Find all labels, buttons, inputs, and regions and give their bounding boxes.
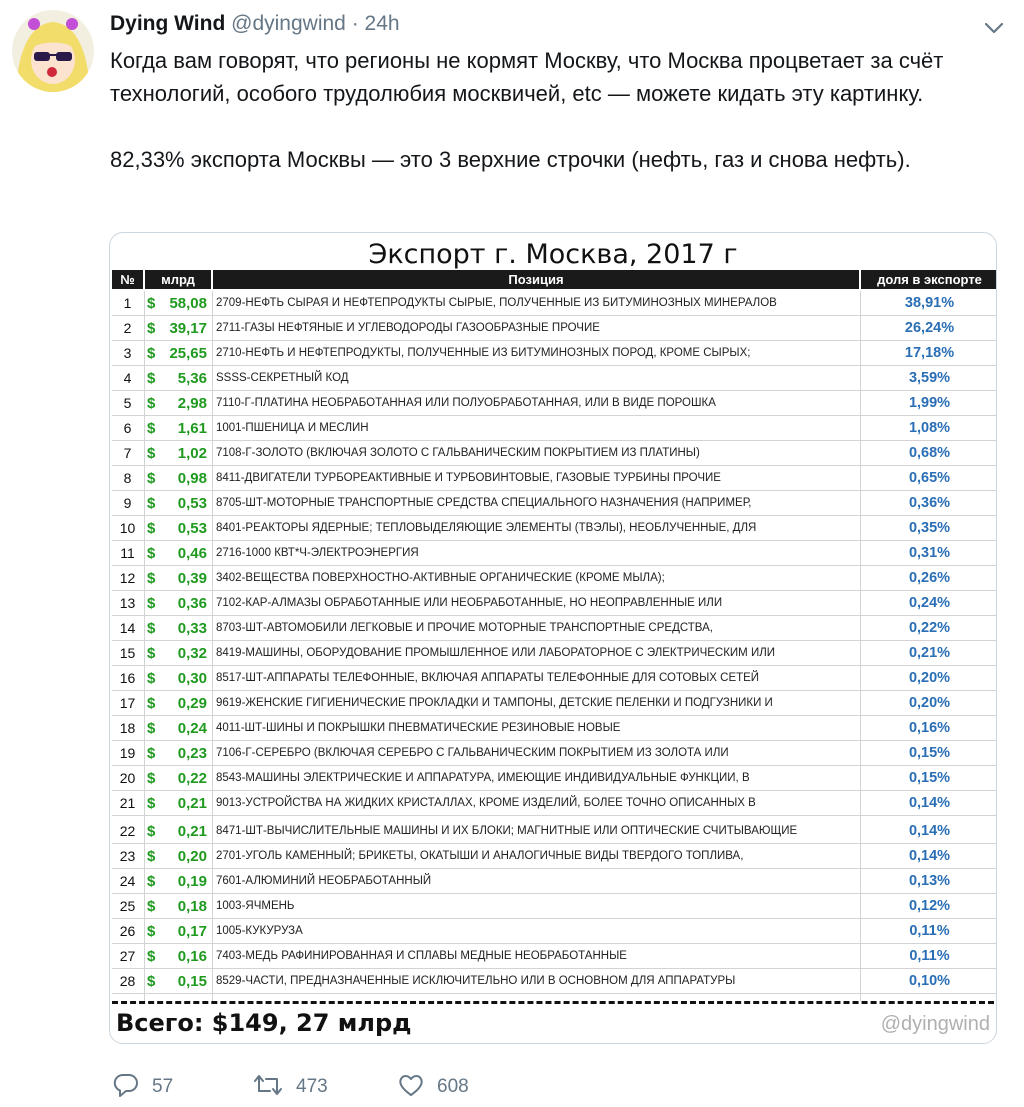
retweet-icon (252, 1071, 284, 1104)
table-row (110, 391, 997, 416)
table-row (110, 741, 997, 766)
dollar-sign: $ (147, 595, 156, 612)
dollar-sign: $ (147, 520, 156, 537)
row-position: 8543-МАШИНЫ ЭЛЕКТРИЧЕСКИЕ И АППАРАТУРА, ИМЕЮЩИЕ ИНДИВИДУАЛЬНЫЕ ФУНКЦИИ, В (216, 772, 750, 784)
row-number: 22 (119, 823, 136, 839)
table-row (110, 316, 997, 341)
table-row (110, 366, 997, 391)
row-share: 0,21% (908, 645, 951, 661)
row-position: 7106-Г-СЕРЕБРО (ВКЛЮЧАЯ СЕРЕБРО С ГАЛЬВАНИЧЕСКИМ ПОКРЫТИЕМ ИЗ ЗОЛОТА ИЛИ (216, 747, 729, 759)
row-amount: 0,53 (177, 520, 207, 537)
dollar-sign: $ (147, 695, 156, 712)
tweet-media-image[interactable] (109, 232, 997, 1044)
row-number: 19 (119, 745, 136, 761)
dollar-sign: $ (147, 295, 156, 312)
header-num: № (112, 270, 143, 289)
table-row (110, 441, 997, 466)
table-row (110, 969, 997, 994)
row-amount: 0,22 (177, 770, 207, 787)
table-row (110, 341, 997, 366)
row-amount: 0,17 (177, 923, 207, 940)
row-share: 26,24% (904, 320, 955, 336)
dollar-sign: $ (147, 848, 156, 865)
row-number: 12 (119, 570, 136, 586)
dollar-sign: $ (147, 470, 156, 487)
row-amount: 0,29 (177, 695, 207, 712)
table-row (110, 894, 997, 919)
row-share: 38,91% (904, 295, 955, 311)
row-number: 24 (119, 873, 136, 889)
reply-count: 57 (152, 1076, 174, 1097)
row-divider (112, 993, 997, 994)
row-amount: 0,21 (177, 795, 207, 812)
row-share: 0,35% (908, 520, 951, 536)
row-amount: 1,02 (177, 445, 207, 462)
row-position: 8705-ШТ-МОТОРНЫЕ ТРАНСПОРТНЫЕ СРЕДСТВА СПЕЦИАЛЬНОГО НАЗНАЧЕНИЯ (НАПРИМЕР, (216, 497, 752, 509)
dollar-sign: $ (147, 570, 156, 587)
row-number: 25 (119, 898, 136, 914)
row-amount: 0,53 (177, 495, 207, 512)
table-row (110, 516, 997, 541)
chevron-down-icon[interactable] (982, 16, 1006, 40)
row-amount: 0,15 (177, 973, 207, 990)
table-row (110, 691, 997, 716)
table-row (110, 716, 997, 741)
row-position: 1005-КУКУРУЗА (216, 925, 303, 937)
like-button[interactable] (397, 1072, 469, 1102)
row-number: 9 (123, 495, 132, 511)
row-share: 0,14% (908, 848, 951, 864)
row-number: 27 (119, 948, 136, 964)
table-row (110, 944, 997, 969)
row-number: 13 (119, 595, 136, 611)
separator-dot: · (351, 12, 359, 35)
row-share: 0,13% (908, 873, 951, 889)
row-share: 0,68% (908, 445, 951, 461)
row-share: 0,20% (908, 670, 951, 686)
dollar-sign: $ (147, 670, 156, 687)
row-number: 20 (119, 770, 136, 786)
dollar-sign: $ (147, 420, 156, 437)
row-amount: 0,20 (177, 848, 207, 865)
row-amount: 0,24 (177, 720, 207, 737)
row-position: SSSS-СЕКРЕТНЫЙ КОД (216, 372, 349, 384)
reply-icon (112, 1071, 140, 1104)
dollar-sign: $ (147, 923, 156, 940)
dollar-sign: $ (147, 823, 156, 840)
row-number: 15 (119, 645, 136, 661)
row-position: 1001-ПШЕНИЦА И МЕСЛИН (216, 422, 369, 434)
dollar-sign: $ (147, 445, 156, 462)
table-row (110, 641, 997, 666)
row-share: 0,24% (908, 595, 951, 611)
row-position: 1003-ЯЧМЕНЬ (216, 900, 295, 912)
row-share: 0,15% (908, 770, 951, 786)
table-row (110, 666, 997, 691)
handle[interactable]: @dyingwind (231, 12, 346, 35)
header-position: Позиция (213, 270, 859, 289)
dollar-sign: $ (147, 370, 156, 387)
row-number: 26 (119, 923, 136, 939)
avatar[interactable] (12, 10, 94, 92)
row-share: 0,10% (908, 973, 951, 989)
row-position: 8529-ЧАСТИ, ПРЕДНАЗНАЧЕННЫЕ ИСКЛЮЧИТЕЛЬНО ИЛИ В ОСНОВНОМ ДЛЯ АППАРАТУРЫ (216, 975, 736, 987)
row-position: 8401-РЕАКТОРЫ ЯДЕРНЫЕ; ТЕПЛОВЫДЕЛЯЮЩИЕ ЭЛЕМЕНТЫ (ТВЭЛЫ), НЕОБЛУЧЕННЫЕ, ДЛЯ (216, 522, 757, 534)
table-row (110, 591, 997, 616)
table-row (110, 291, 997, 316)
dollar-sign: $ (147, 948, 156, 965)
row-amount: 58,08 (169, 295, 207, 312)
row-share: 0,26% (908, 570, 951, 586)
row-amount: 0,16 (177, 948, 207, 965)
row-position: 8411-ДВИГАТЕЛИ ТУРБОРЕАКТИВНЫЕ И ТУРБОВИНТОВЫЕ, ГАЗОВЫЕ ТУРБИНЫ ПРОЧИЕ (216, 472, 721, 484)
dollar-sign: $ (147, 320, 156, 337)
row-number: 2 (123, 320, 132, 336)
row-number: 8 (123, 470, 132, 486)
row-number: 11 (120, 545, 135, 561)
row-position: 2710-НЕФТЬ И НЕФТЕПРОДУКТЫ, ПОЛУЧЕННЫЕ ИЗ БИТУМИНОЗНЫХ ПОРОД, КРОМЕ СЫРЫХ; (216, 347, 751, 359)
row-amount: 0,21 (177, 823, 207, 840)
row-position: 7601-АЛЮМИНИЙ НЕОБРАБОТАННЫЙ (216, 875, 432, 887)
row-number: 23 (119, 848, 136, 864)
row-amount: 0,23 (177, 745, 207, 762)
row-amount: 1,61 (177, 420, 207, 437)
row-number: 5 (123, 395, 132, 411)
row-amount: 0,46 (177, 545, 207, 562)
row-share: 0,36% (908, 495, 951, 511)
row-share: 0,31% (908, 545, 951, 561)
row-number: 1 (123, 295, 132, 311)
table-title: Экспорт г. Москва, 2017 г (368, 239, 738, 270)
row-amount: 0,18 (177, 898, 207, 915)
dollar-sign: $ (147, 720, 156, 737)
row-position: 9619-ЖЕНСКИЕ ГИГИЕНИЧЕСКИЕ ПРОКЛАДКИ И ТАМПОНЫ, ДЕТСКИЕ ПЕЛЕНКИ И ПОДГУЗНИКИ И (216, 697, 773, 709)
tweet-paragraph-2: 82,33% экспорта Москвы — это 3 верхние строчки (нефть, газ и снова нефть). (110, 147, 911, 172)
dollar-sign: $ (147, 795, 156, 812)
row-amount: 0,32 (177, 645, 207, 662)
tweet-paragraph-1: Когда вам говорят, что регионы не кормят Москву, что Москва процветает за счёт технологий, особого трудолюбия москвичей, etc — можете кидать эту картинку. (110, 48, 944, 106)
table-row (110, 566, 997, 591)
row-share: 0,16% (908, 720, 951, 736)
row-number: 14 (119, 620, 136, 636)
row-position: 2716-1000 КВТ*Ч-ЭЛЕКТРОЭНЕРГИЯ (216, 547, 419, 559)
dollar-sign: $ (147, 973, 156, 990)
row-number: 28 (119, 973, 136, 989)
row-amount: 39,17 (169, 320, 207, 337)
retweet-button[interactable] (252, 1072, 328, 1102)
table-total: Всего: $149, 27 млрд (116, 1009, 412, 1037)
dollar-sign: $ (147, 873, 156, 890)
row-share: 0,11% (909, 948, 950, 964)
dollar-sign: $ (147, 645, 156, 662)
row-position: 3402-ВЕЩЕСТВА ПОВЕРХНОСТНО-АКТИВНЫЕ ОРГАНИЧЕСКИЕ (КРОМЕ МЫЛА); (216, 572, 665, 584)
row-amount: 0,98 (177, 470, 207, 487)
row-divider (112, 815, 997, 816)
row-share: 0,15% (908, 745, 951, 761)
header-mlrd: млрд (145, 270, 211, 289)
dollar-sign: $ (147, 395, 156, 412)
row-number: 3 (123, 345, 132, 361)
row-amount: 5,36 (177, 370, 207, 387)
row-amount: 0,30 (177, 670, 207, 687)
dollar-sign: $ (147, 770, 156, 787)
row-number: 17 (119, 695, 136, 711)
row-share: 17,18% (904, 345, 955, 361)
like-count: 608 (437, 1076, 469, 1097)
row-amount: 0,19 (177, 873, 207, 890)
row-share: 1,99% (908, 395, 951, 411)
dashed-divider (112, 1001, 994, 1004)
row-amount: 0,36 (177, 595, 207, 612)
row-position: 4011-ШТ-ШИНЫ И ПОКРЫШКИ ПНЕВМАТИЧЕСКИЕ РЕЗИНОВЫЕ НОВЫЕ (216, 722, 621, 734)
row-number: 6 (123, 420, 132, 436)
watermark: @dyingwind (880, 1013, 990, 1035)
row-amount: 25,65 (169, 345, 207, 362)
row-position: 8517-ШТ-АППАРАТЫ ТЕЛЕФОННЫЕ, ВКЛЮЧАЯ АППАРАТЫ ТЕЛЕФОННЫЕ ДЛЯ СОТОВЫХ СЕТЕЙ (216, 672, 760, 684)
table-row (110, 791, 997, 816)
row-position: 8471-ШТ-ВЫЧИСЛИТЕЛЬНЫЕ МАШИНЫ И ИХ БЛОКИ; МАГНИТНЫЕ ИЛИ ОПТИЧЕСКИЕ СЧИТЫВАЮЩИЕ (216, 825, 798, 837)
row-position: 7102-КАР-АЛМАЗЫ ОБРАБОТАННЫЕ ИЛИ НЕОБРАБОТАННЫЕ, НО НЕОПРАВЛЕННЫЕ ИЛИ (216, 597, 723, 609)
row-amount: 0,39 (177, 570, 207, 587)
row-number: 18 (119, 720, 136, 736)
row-number: 16 (119, 670, 136, 686)
row-amount: 0,33 (177, 620, 207, 637)
row-share: 1,08% (908, 420, 951, 436)
row-number: 7 (123, 445, 132, 461)
row-share: 0,20% (908, 695, 951, 711)
row-share: 0,65% (908, 470, 951, 486)
row-share: 0,12% (908, 898, 951, 914)
dollar-sign: $ (147, 620, 156, 637)
tweet-text (110, 44, 1010, 176)
table-row (110, 466, 997, 491)
table-row (110, 766, 997, 791)
display-name[interactable]: Dying Wind (110, 12, 226, 35)
dollar-sign: $ (147, 898, 156, 915)
header-share: доля в экспорте (861, 270, 997, 289)
row-number: 10 (119, 520, 136, 536)
row-share: 0,14% (908, 823, 951, 839)
heart-icon (397, 1071, 425, 1104)
row-position: 7403-МЕДЬ РАФИНИРОВАННАЯ И СПЛАВЫ МЕДНЫЕ НЕОБРАБОТАННЫЕ (216, 950, 627, 962)
table-row (110, 616, 997, 641)
row-position: 7110-Г-ПЛАТИНА НЕОБРАБОТАННАЯ ИЛИ ПОЛУОБРАБОТАННАЯ, ИЛИ В ВИДЕ ПОРОШКА (216, 397, 716, 409)
row-position: 7108-Г-ЗОЛОТО (ВКЛЮЧАЯ ЗОЛОТО С ГАЛЬВАНИЧЕСКИМ ПОКРЫТИЕМ ИЗ ПЛАТИНЫ) (216, 447, 700, 459)
dollar-sign: $ (147, 545, 156, 562)
row-position: 2701-УГОЛЬ КАМЕННЫЙ; БРИКЕТЫ, ОКАТЫШИ И АНАЛОГИЧНЫЕ ВИДЫ ТВЕРДОГО ТОПЛИВА, (216, 850, 744, 862)
table-row (110, 416, 997, 441)
row-number: 4 (123, 370, 132, 386)
dollar-sign: $ (147, 745, 156, 762)
row-number: 21 (119, 795, 136, 811)
row-share: 3,59% (908, 370, 951, 386)
row-share: 0,11% (909, 923, 950, 939)
dollar-sign: $ (147, 495, 156, 512)
timestamp[interactable]: 24h (364, 12, 400, 35)
row-share: 0,14% (908, 795, 951, 811)
row-position: 9013-УСТРОЙСТВА НА ЖИДКИХ КРИСТАЛЛАХ, КРОМЕ ИЗДЕЛИЙ, БОЛЕЕ ТОЧНО ОПИСАННЫХ В (216, 797, 756, 809)
row-share: 0,22% (908, 620, 951, 636)
row-position: 2709-НЕФТЬ СЫРАЯ И НЕФТЕПРОДУКТЫ СЫРЫЕ, ПОЛУЧЕННЫЕ ИЗ БИТУМИНОЗНЫХ МИНЕРАЛОВ (216, 297, 777, 309)
retweet-count: 473 (296, 1076, 328, 1097)
table-row (110, 819, 997, 844)
table-row (110, 869, 997, 894)
row-position: 8419-МАШИНЫ, ОБОРУДОВАНИЕ ПРОМЫШЛЕННОЕ ИЛИ ЛАБОРАТОРНОЕ С ЭЛЕКТРИЧЕСКИМ ИЛИ (216, 647, 776, 659)
table-row (110, 491, 997, 516)
reply-button[interactable] (112, 1072, 173, 1102)
table-row (110, 919, 997, 944)
row-position: 2711-ГАЗЫ НЕФТЯНЫЕ И УГЛЕВОДОРОДЫ ГАЗООБРАЗНЫЕ ПРОЧИЕ (216, 322, 600, 334)
tweet-header (110, 12, 400, 36)
table-row (110, 844, 997, 869)
dollar-sign: $ (147, 345, 156, 362)
row-amount: 2,98 (177, 395, 207, 412)
table-row (110, 541, 997, 566)
row-position: 8703-ШТ-АВТОМОБИЛИ ЛЕГКОВЫЕ И ПРОЧИЕ МОТОРНЫЕ ТРАНСПОРТНЫЕ СРЕДСТВА, (216, 622, 713, 634)
